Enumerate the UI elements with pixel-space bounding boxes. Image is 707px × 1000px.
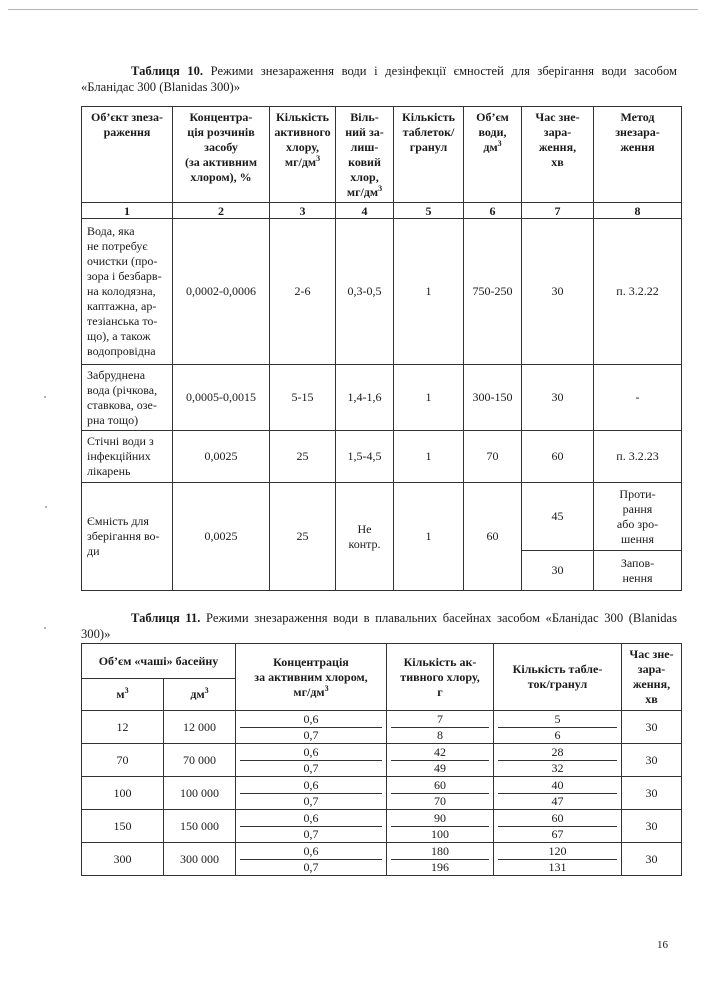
value-line: 180 [431, 843, 449, 858]
cell-concentration [236, 777, 387, 810]
text-line: тезіанська то- [87, 314, 158, 328]
unit-superscript: 3 [316, 154, 321, 163]
text-line: Вода, яка [87, 224, 135, 238]
value-line: 0,7 [240, 826, 382, 842]
text-line: за активним хлором, [254, 669, 368, 684]
cell-tablets: 1 [394, 365, 464, 431]
cell-volume-dm3: 100 000 [164, 777, 236, 810]
unit-superscript: 3 [497, 139, 502, 148]
cell-time: 30 [622, 744, 682, 777]
text-line: водопровідна [87, 344, 156, 358]
t11-header-concentration [236, 644, 387, 711]
cell-active-chlorine: 25 [270, 431, 336, 483]
cell-tablets [494, 744, 622, 777]
t10-header-time [522, 107, 594, 203]
cell-volume-dm3: 150 000 [164, 810, 236, 843]
text-line: ди [87, 544, 100, 558]
text-line: нення [622, 570, 653, 585]
value-line: 49 [391, 760, 489, 776]
col-number: 4 [336, 203, 394, 219]
cell-volume-dm3: 12 000 [164, 711, 236, 744]
scan-speck [44, 396, 46, 398]
cell-tablets [494, 711, 622, 744]
t10-header-water-volume [464, 107, 522, 203]
t10-header-tablets [394, 107, 464, 203]
text-line: ток/гранул [527, 677, 588, 691]
value-line: 60 [434, 777, 446, 792]
cell-time: 30 [522, 219, 594, 365]
cell-volume-m3: 300 [82, 843, 164, 876]
t10-header-concentration [173, 107, 270, 203]
text-line: зара- [637, 662, 666, 676]
table10-caption [81, 63, 677, 95]
value-line: 131 [498, 859, 617, 875]
scan-top-edge [8, 9, 698, 10]
text-line: Об’єкт зneза- [91, 110, 163, 124]
text-line: що), а також [87, 329, 151, 343]
cell-tablets [494, 843, 622, 876]
cell-residual-chlorine: 0,3-0,5 [336, 219, 394, 365]
text-line: г [437, 684, 443, 699]
cell-volume-dm3: 300 000 [164, 843, 236, 876]
text-line: Об’єм [476, 110, 509, 124]
cell-concentration [236, 810, 387, 843]
table11-header-row [82, 644, 682, 679]
cell-concentration: 0,0002-0,0006 [173, 219, 270, 365]
text-line: гранул [409, 140, 448, 154]
table11-caption-text: Режими знезараження води в плавальних басейнах засобом «Бланідас 300 (Blanidas 300)» [81, 611, 677, 641]
text-line: ний за- [345, 125, 384, 139]
cell-time: 30 [522, 551, 594, 591]
text-line: Ємність для [87, 514, 149, 528]
text-line: Кількість ак- [403, 654, 477, 669]
value-line: 40 [551, 777, 564, 792]
text-line: Концентрація [273, 654, 349, 669]
text-line: ження, [538, 140, 577, 154]
value-line: 5 [554, 711, 561, 726]
table-row [82, 777, 682, 810]
cell-chlorine-grams [387, 810, 494, 843]
text-line: (за активним [184, 155, 258, 169]
text-line: засобу [204, 140, 238, 154]
table10-caption-text: Режими знезараження води і дезінфекції ємностей для зберігання води засобом «Бланідас 300 (Blanidas 300)» [81, 64, 677, 94]
t10-header-method [594, 107, 682, 203]
t11-header-dm3 [164, 679, 236, 711]
value-line: 100 [391, 826, 489, 842]
col-number: 7 [522, 203, 594, 219]
text-line: не потребує [87, 239, 148, 253]
text-line: вода (річкова, [87, 382, 158, 397]
cell-active-chlorine: 2-6 [270, 219, 336, 365]
cell-concentration [236, 843, 387, 876]
table-row [82, 483, 682, 551]
cell-method [594, 483, 682, 551]
unit-superscript: 3 [378, 184, 383, 193]
text-line: Віль- [350, 110, 379, 124]
unit-label: дм [190, 687, 205, 701]
t10-header-object [82, 107, 173, 203]
value-line: 0,7 [240, 727, 382, 743]
cell-time: 30 [522, 365, 594, 431]
cell-water-volume: 750-250 [464, 219, 522, 365]
text-line: мг/дм [346, 185, 379, 199]
scan-speck [44, 627, 46, 629]
cell-chlorine-grams [387, 744, 494, 777]
text-line: Стічні води з [87, 434, 154, 448]
cell-concentration [236, 744, 387, 777]
text-line: лікарень [87, 464, 131, 478]
table-row [82, 711, 682, 744]
table11-caption [81, 610, 677, 642]
text-line: Забруднена [87, 367, 146, 382]
unit-superscript: 3 [204, 686, 209, 695]
text-line: тивного хлору, [400, 669, 480, 684]
text-line: раження [103, 125, 151, 139]
text-line: хв [551, 155, 564, 169]
value-line: 0,6 [303, 744, 319, 759]
cell-volume-m3: 100 [82, 777, 164, 810]
text-line: рна тощо) [87, 412, 139, 427]
text-line: інфекційних [87, 449, 151, 463]
t11-header-chlorine-amount [387, 644, 494, 711]
table-row [82, 219, 682, 365]
text-line: води, [478, 125, 507, 139]
value-line: 0,6 [303, 843, 319, 858]
cell-object [82, 365, 173, 431]
value-line: 8 [391, 727, 489, 743]
t10-header-residual-chlorine [336, 107, 394, 203]
cell-time: 30 [622, 777, 682, 810]
value-line: 120 [548, 843, 567, 858]
text-line: Метод [620, 110, 655, 124]
text-line: мг/дм [284, 155, 317, 169]
text-line: хлору, [285, 140, 320, 154]
value-line: 67 [498, 826, 617, 842]
text-line: ження [620, 140, 655, 154]
value-line: 32 [498, 760, 617, 776]
text-line: каптажна, ар- [87, 299, 157, 313]
table10-header-row [82, 107, 682, 203]
value-line: 0,6 [303, 711, 319, 726]
unit-superscript: 3 [124, 686, 129, 695]
cell-tablets [494, 777, 622, 810]
table-row [82, 365, 682, 431]
text-line: ція розчинів [187, 125, 255, 139]
text-line: на колодязна, [87, 284, 156, 298]
table-row [82, 843, 682, 876]
value-line: 47 [498, 793, 617, 809]
text-line: Кількість [402, 110, 455, 124]
cell-concentration: 0,0025 [173, 483, 270, 591]
cell-volume-m3: 70 [82, 744, 164, 777]
text-line: ковий [348, 155, 381, 169]
text-line: дм [483, 140, 498, 154]
t11-header-m3 [82, 679, 164, 711]
text-line: хлором), % [190, 170, 252, 184]
table10-caption-label: Таблиця 10. [131, 64, 204, 78]
table-11 [81, 643, 682, 876]
cell-chlorine-grams [387, 843, 494, 876]
cell-volume-m3: 150 [82, 810, 164, 843]
cell-time: 30 [622, 711, 682, 744]
cell-residual-chlorine: 1,5-4,5 [336, 431, 394, 483]
cell-volume-dm3: 70 000 [164, 744, 236, 777]
cell-chlorine-grams [387, 777, 494, 810]
cell-volume-m3: 12 [82, 711, 164, 744]
text-line: хлор, [350, 170, 379, 184]
text-line: контр. [348, 536, 381, 551]
cell-object [82, 483, 173, 591]
text-line: хв [645, 692, 658, 706]
t11-header-tablets [494, 644, 622, 711]
text-line: Не [357, 521, 372, 536]
value-line: 0,7 [240, 859, 382, 875]
text-line: Час зне- [535, 110, 580, 124]
text-line: зора і безбарв- [87, 269, 162, 283]
cell-water-volume: 70 [464, 431, 522, 483]
value-line: 196 [391, 859, 489, 875]
cell-method: - [594, 365, 682, 431]
cell-method: п. 3.2.22 [594, 219, 682, 365]
text-line: таблеток/ [402, 125, 455, 139]
text-line: ставкова, озе- [87, 397, 157, 412]
value-line: 0,7 [240, 793, 382, 809]
scan-speck [45, 506, 47, 508]
text-line: або зро- [616, 516, 659, 531]
cell-tablets: 1 [394, 483, 464, 591]
col-number: 6 [464, 203, 522, 219]
value-line: 42 [434, 744, 446, 759]
t11-header-volume-group: Об’єм «чаші» басейну [82, 644, 236, 679]
col-number: 1 [82, 203, 173, 219]
value-line: 90 [434, 810, 446, 825]
text-line: Час зне- [629, 647, 674, 661]
text-line: Проти- [619, 486, 656, 501]
value-line: 6 [498, 727, 617, 743]
unit-superscript: 3 [324, 683, 329, 693]
cell-water-volume: 300-150 [464, 365, 522, 431]
cell-water-volume: 60 [464, 483, 522, 591]
cell-object [82, 219, 173, 365]
col-number: 8 [594, 203, 682, 219]
text-line: активного [274, 125, 331, 139]
cell-chlorine-grams [387, 711, 494, 744]
t11-header-time [622, 644, 682, 711]
text-line: зберігання во- [87, 529, 160, 543]
cell-concentration: 0,0005-0,0015 [173, 365, 270, 431]
cell-concentration: 0,0025 [173, 431, 270, 483]
cell-time: 30 [622, 843, 682, 876]
text-line: мг/дм [293, 684, 325, 699]
cell-active-chlorine: 25 [270, 483, 336, 591]
text-line: Концентра- [189, 110, 253, 124]
table11-caption-label: Таблиця 11. [131, 611, 201, 625]
cell-method [594, 551, 682, 591]
value-line: 0,7 [240, 760, 382, 776]
cell-method: п. 3.2.23 [594, 431, 682, 483]
value-line: 60 [551, 810, 564, 825]
cell-tablets: 1 [394, 431, 464, 483]
text-line: очистки (про- [87, 254, 158, 268]
table-row [82, 810, 682, 843]
t10-header-active-chlorine [270, 107, 336, 203]
text-line: шення [621, 531, 654, 546]
col-number: 3 [270, 203, 336, 219]
text-line: зара- [543, 125, 572, 139]
cell-concentration [236, 711, 387, 744]
cell-tablets: 1 [394, 219, 464, 365]
unit-label: м [116, 687, 125, 701]
table10-column-numbers [82, 203, 682, 219]
cell-time: 30 [622, 810, 682, 843]
text-line: лиш- [350, 140, 379, 154]
cell-tablets [494, 810, 622, 843]
text-line: знезара- [615, 125, 660, 139]
value-line: 28 [551, 744, 564, 759]
page-number: 16 [657, 939, 668, 951]
text-line: Кількість табле- [512, 662, 603, 676]
text-line: ження, [632, 677, 671, 691]
table-row [82, 744, 682, 777]
cell-time: 60 [522, 431, 594, 483]
text-line: Кількість [276, 110, 329, 124]
value-line: 7 [437, 711, 443, 726]
cell-residual-chlorine: 1,4-1,6 [336, 365, 394, 431]
cell-object [82, 431, 173, 483]
value-line: 0,6 [303, 777, 319, 792]
table-10 [81, 106, 682, 591]
text-line: рання [622, 501, 653, 516]
value-line: 70 [391, 793, 489, 809]
value-line: 0,6 [303, 810, 319, 825]
cell-time: 45 [522, 483, 594, 551]
col-number: 2 [173, 203, 270, 219]
table-row [82, 431, 682, 483]
cell-residual-chlorine [336, 483, 394, 591]
text-line: Запов- [620, 555, 655, 570]
cell-active-chlorine: 5-15 [270, 365, 336, 431]
col-number: 5 [394, 203, 464, 219]
